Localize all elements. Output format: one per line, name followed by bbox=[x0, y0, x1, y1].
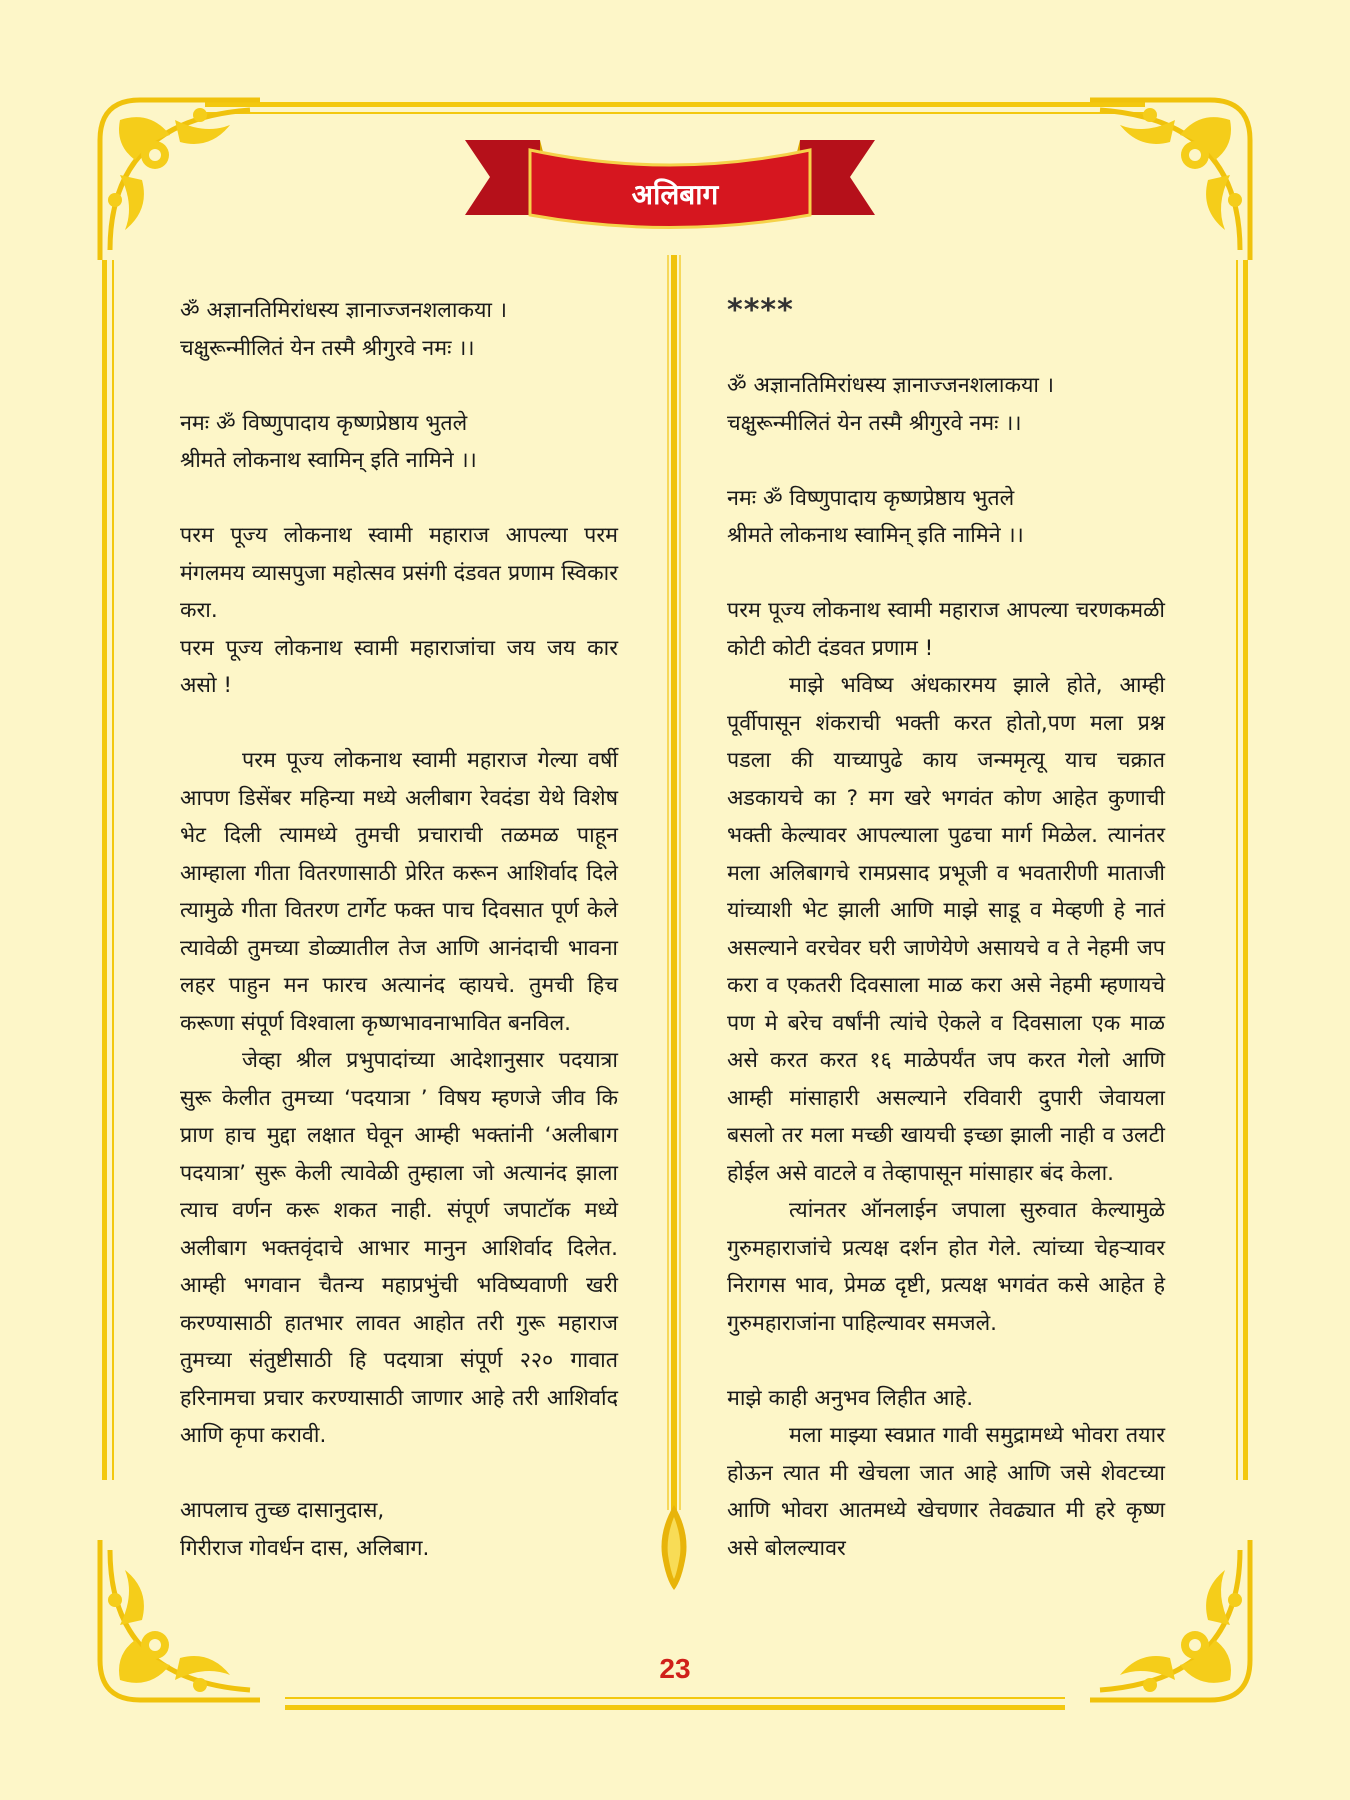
center-divider bbox=[654, 255, 694, 1595]
mantra-line: चक्षुरून्मीलितं येन तस्मै श्रीगुरवे नमः ।। bbox=[727, 410, 1022, 436]
frame-right-border bbox=[1243, 260, 1248, 1480]
mantra-line: ॐ अज्ञानतिमिरांधस्य ज्ञानाज्जनशलाकया । bbox=[180, 298, 507, 323]
signature-line: गिरीराज गोवर्धन दास, अलिबाग. bbox=[180, 1535, 430, 1561]
frame-bottom-border bbox=[285, 1705, 1065, 1710]
mantra-line: चक्षुरून्मीलितं येन तस्मै श्रीगुरवे नमः ।। bbox=[180, 335, 475, 361]
page-number: 23 bbox=[659, 1653, 691, 1684]
frame-right-inner-border bbox=[1236, 260, 1238, 1480]
section-separator-stars: **** bbox=[727, 293, 794, 328]
mantra-line: ॐ अज्ञानतिमिरांधस्य ज्ञानाज्जनशलाकया । bbox=[727, 373, 1054, 398]
paragraph: परम पूज्य लोकनाथ स्वामी महाराज आपल्या परम मंगलमय व्यासपुजा महोत्सव प्रसंगी दंडवत प्रणाम स्विकार करा. bbox=[180, 523, 618, 623]
frame-left-inner-border bbox=[112, 260, 114, 1480]
corner-ornament-top-right bbox=[1080, 80, 1270, 270]
frame-bottom-inner-border bbox=[285, 1697, 1065, 1699]
paragraph: परम पूज्य लोकनाथ स्वामी महाराज आपल्या चरणकमळी कोटी कोटी दंडवत प्रणाम ! bbox=[727, 598, 1165, 661]
paragraph: मला माझ्या स्वप्नात गावी समुद्रामध्ये भोवरा तयार होऊन त्यात मी खेचला जात आहे आणि जसे शेवटच्या आणि भोवरा आतमध्ये खेचणार तेवढ्यात मी हरे कृष्ण असे बोलल्यावर bbox=[727, 1423, 1165, 1561]
mantra-line: श्रीमते लोकनाथ स्वामिन् इति नामिने ।। bbox=[727, 523, 1024, 548]
signature-line: आपलाच तुच्छ दासानुदास, bbox=[180, 1498, 385, 1523]
frame-left-border bbox=[102, 260, 107, 1480]
mantra-line: नमः ॐ विष्णुपादाय कृष्णप्रेष्ठाय भुतले bbox=[180, 410, 468, 436]
paragraph: परम पूज्य लोकनाथ स्वामी महाराजांचा जय जय कार असो ! bbox=[180, 635, 618, 698]
page-title: अलिबाग bbox=[631, 178, 719, 211]
frame-top-border bbox=[205, 102, 1145, 107]
paragraph: माझे भविष्य अंधकारमय झाले होते, आम्ही पूर्वीपासून शंकराची भक्ती करत होतो,पण मला प्रश्न पडला की याच्यापुढे काय जन्ममृत्यू याच चक्रात अडकायचे का ? मग खरे भगवंत कोण आहेत कुणाची भक्ती केल्यावर आपल्याला पुढचा मार्ग मिळेल. त्यानंतर मला अलिबागचे रामप्रसाद प्रभूजी व भवतारीणी माताजी यांच्याशी भेट झाली आणि माझे साडू व मेव्हणी हे नातं असल्याने वरचेवर घरी जाणेयेणे असायचे व ते नेहमी जप करा व एकतरी दिवसाला माळ करा असे नेहमी म्हणायचे पण मे बरेच वर्षांनी त्यांचे ऐकले व दिवसाला एक माळ असे करत करत १६ माळेपर्यंत जप करत गेलो आणि आम्ही मांसाहारी असल्याने रविवारी दुपारी जेवायला बसलो तर मला मच्छी खायची इच्छा झाली नाही व उलटी होईल असे वाटले व तेव्हापासून मांसाहार बंद केला. bbox=[727, 673, 1165, 1186]
paragraph: जेव्हा श्रील प्रभुपादांच्या आदेशानुसार पदयात्रा सुरू केलीत तुमच्या ‘पदयात्रा ’ विषय म्हणजे जीव कि प्राण हाच मुद्दा लक्षात घेवून आम्ही भक्तांनी ‘अलीबाग पदयात्रा’ सुरू केली त्यावेळी तुम्हाला जो अत्यानंद झाला त्याच वर्णन करू शकत नाही. संपूर्ण जपाटॉक मध्ये अलीबाग भक्तवृंदाचे आभार मानुन आशिर्वाद दिलेत. आम्ही भगवान चैतन्य महाप्रभुंची भविष्यवाणी खरी करण्यासाठी हातभार लावत आहोत तरी गुरू महाराज तुमच्या संतुष्टीसाठी हि पदयात्रा संपूर्ण २२० गावात हरिनामचा प्रचार करण्यासाठी जाणार आहे तरी आशिर्वाद आणि कृपा करावी. bbox=[180, 1048, 618, 1448]
mantra-line: नमः ॐ विष्णुपादाय कृष्णप्रेष्ठाय भुतले bbox=[727, 485, 1015, 511]
paragraph: माझे काही अनुभव लिहीत आहे. bbox=[727, 1385, 974, 1411]
right-column bbox=[727, 292, 1165, 1567]
frame-top-inner-border bbox=[205, 112, 1145, 114]
mantra-line: श्रीमते लोकनाथ स्वामिन् इति नामिने ।। bbox=[180, 448, 477, 473]
corner-ornament-top-left bbox=[80, 80, 270, 270]
paragraph: परम पूज्य लोकनाथ स्वामी महाराज गेल्या वर्षी आपण डिसेंबर महिन्या मध्ये अलीबाग रेवदंडा येथे विशेष भेट दिली त्यामध्ये तुमची प्रचाराची तळमळ पाहून आम्हाला गीता वितरणासाठी प्रेरित करून आशिर्वाद दिले त्यामुळे गीता वितरण टार्गेट फक्त पाच दिवसात पूर्ण केले त्यावेळी तुमच्या डोळ्यातील तेज आणि आनंदाची भावना लहर पाहुन मन फारच अत्यानंद व्हायचे. तुमची हिच करूणा संपूर्ण विश्वाला कृष्णभावनाभावित बनविल. bbox=[180, 748, 618, 1036]
paragraph: त्यांनतर ऑनलाईन जपाला सुरुवात केल्यामुळे गुरुमहाराजांचे प्रत्यक्ष दर्शन होत गेले. त्यांच्या चेहऱ्यावर निरागस भाव, प्रेमळ दृष्टी, प्रत्यक्ष भगवंत कसे आहेत हे गुरुमहाराजांना पाहिल्यावर समजले. bbox=[727, 1198, 1165, 1336]
left-column bbox=[180, 292, 618, 1567]
